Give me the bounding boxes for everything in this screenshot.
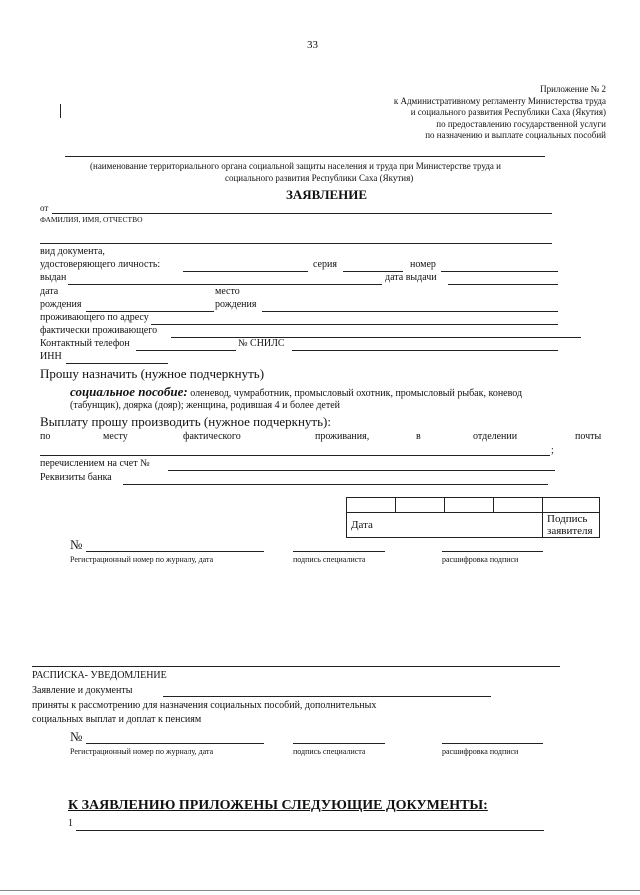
series-label: серия bbox=[313, 259, 337, 270]
reg-number-field[interactable] bbox=[86, 551, 264, 552]
decode-signature-field[interactable] bbox=[442, 743, 543, 744]
issued-field[interactable] bbox=[68, 284, 382, 285]
fio-caption: ФАМИЛИЯ, ИМЯ, ОТЧЕСТВО bbox=[40, 215, 143, 224]
benefit-line bbox=[70, 384, 522, 400]
payment-option-word[interactable]: месту bbox=[103, 431, 128, 442]
signature-caption: Подпись заявителя bbox=[543, 513, 600, 538]
semicolon: ; bbox=[551, 445, 554, 456]
date-cell[interactable] bbox=[494, 498, 543, 513]
snils-label: № СНИЛС bbox=[238, 338, 285, 349]
address-label: проживающего по адресу bbox=[40, 312, 149, 323]
reg-number-field[interactable] bbox=[86, 743, 264, 744]
actual-address-field[interactable] bbox=[171, 337, 581, 338]
birth-place-label: рождения bbox=[215, 299, 257, 310]
organ-line[interactable] bbox=[65, 156, 545, 157]
date-label: дата bbox=[40, 286, 59, 297]
specialist-caption: подпись специалиста bbox=[293, 747, 366, 756]
receipt-text: приняты к рассмотрению для назначения социальных пособий, дополнительных bbox=[32, 700, 377, 711]
assign-heading: Прошу назначить (нужное подчеркнуть) bbox=[40, 366, 265, 381]
appendix-line: к Административному регламенту Министерства труда bbox=[393, 95, 606, 106]
identity-label: удостоверяющего личность: bbox=[40, 259, 161, 270]
doc-type-label: вид документа, bbox=[40, 246, 105, 257]
payment-option-word[interactable]: отделении bbox=[473, 431, 518, 442]
specialist-signature-field[interactable] bbox=[293, 551, 385, 552]
receipt-documents-label: Заявление и документы bbox=[32, 685, 133, 696]
number-label: номер bbox=[410, 259, 436, 270]
reg-caption: Регистрационный номер по журналу, дата bbox=[70, 555, 214, 564]
date-cell[interactable] bbox=[445, 498, 494, 513]
issued-label: выдан bbox=[40, 272, 67, 283]
from-label: от bbox=[40, 203, 49, 213]
reg-caption: Регистрационный номер по журналу, дата bbox=[70, 747, 214, 756]
issue-date-field[interactable] bbox=[448, 284, 558, 285]
snils-field[interactable] bbox=[292, 350, 558, 351]
margin-mark bbox=[60, 104, 61, 118]
signature-table bbox=[346, 497, 600, 538]
page-bottom-edge bbox=[0, 890, 640, 891]
receipt-title: РАСПИСКА- УВЕДОМЛЕНИЕ bbox=[32, 670, 167, 681]
organ-caption: (наименование территориального органа социальной защиты населения и труда при Министерстве труда и bbox=[90, 161, 501, 171]
benefit-options-continued[interactable]: (табунщик), доярка (дояр); женщина, родившая 4 и более детей bbox=[70, 400, 341, 411]
appendix-line: и социального развития Республики Саха (Якутия) bbox=[410, 107, 606, 117]
payment-option-word[interactable]: проживания, bbox=[315, 431, 370, 442]
place-label: место bbox=[215, 286, 240, 297]
address-field[interactable] bbox=[151, 324, 558, 325]
payment-option-word[interactable]: по bbox=[40, 431, 51, 442]
number-field[interactable] bbox=[441, 271, 558, 272]
date-cell[interactable] bbox=[347, 498, 396, 513]
cut-line bbox=[32, 666, 560, 667]
attached-item-number: 1 bbox=[68, 818, 73, 829]
payment-heading: Выплату прошу производить (нужное подчеркнуть): bbox=[40, 414, 331, 429]
date-caption: Дата bbox=[347, 513, 543, 538]
payment-option-word[interactable]: почты bbox=[575, 431, 602, 442]
phone-field[interactable] bbox=[136, 350, 236, 351]
attached-item-field[interactable] bbox=[76, 830, 544, 831]
benefit-options[interactable]: оленевод, чумработник, промысловый охотник, промысловый рыбак, коневод bbox=[190, 388, 523, 399]
bank-field[interactable] bbox=[123, 484, 548, 485]
reg-number-symbol: № bbox=[70, 537, 83, 552]
identity-field[interactable] bbox=[183, 271, 308, 272]
account-label: перечислением на счет № bbox=[40, 458, 150, 469]
birth-date-label: рождения bbox=[40, 299, 82, 310]
attached-heading: К ЗАЯВЛЕНИЮ ПРИЛОЖЕНЫ СЛЕДУЮЩИЕ ДОКУМЕНТЫ: bbox=[68, 798, 488, 813]
decode-caption: расшифровка подписи bbox=[442, 747, 519, 756]
account-field[interactable] bbox=[168, 470, 555, 471]
decode-signature-field[interactable] bbox=[442, 551, 543, 552]
document-title: ЗАЯВЛЕНИЕ bbox=[286, 187, 368, 202]
inn-field[interactable] bbox=[66, 363, 168, 364]
appendix-line: по предоставлению государственной услуги bbox=[436, 118, 606, 129]
decode-caption: расшифровка подписи bbox=[442, 555, 519, 564]
appendix-line: Приложение № 2 bbox=[540, 84, 606, 94]
fio-field[interactable] bbox=[52, 213, 552, 214]
page-number: 33 bbox=[307, 39, 318, 51]
appendix-block bbox=[394, 84, 606, 142]
specialist-signature-field[interactable] bbox=[293, 743, 385, 744]
receipt-documents-field[interactable] bbox=[163, 696, 491, 697]
actual-address-label: фактически проживающего bbox=[40, 325, 158, 336]
issue-date-label: дата выдачи bbox=[385, 272, 437, 283]
appendix-line: по назначению и выплате социальных пособий bbox=[425, 130, 606, 140]
post-office-field[interactable] bbox=[40, 455, 550, 456]
bank-label: Реквизиты банка bbox=[40, 472, 112, 483]
date-cell[interactable] bbox=[396, 498, 445, 513]
payment-option-word[interactable]: в bbox=[416, 431, 421, 442]
inn-label: ИНН bbox=[40, 351, 62, 362]
fio-continuation-field[interactable] bbox=[40, 243, 552, 244]
benefit-label: социальное пособие: bbox=[70, 384, 188, 399]
specialist-caption: подпись специалиста bbox=[293, 555, 366, 564]
signature-cell[interactable] bbox=[543, 498, 600, 513]
phone-label: Контактный телефон bbox=[40, 338, 130, 349]
birth-place-field[interactable] bbox=[262, 311, 558, 312]
reg-number-symbol: № bbox=[70, 729, 83, 744]
receipt-text: социальных выплат и доплат к пенсиям bbox=[32, 714, 202, 725]
organ-caption: социального развития Республики Саха (Якутия) bbox=[225, 173, 414, 183]
payment-option-word[interactable]: фактического bbox=[183, 431, 241, 442]
